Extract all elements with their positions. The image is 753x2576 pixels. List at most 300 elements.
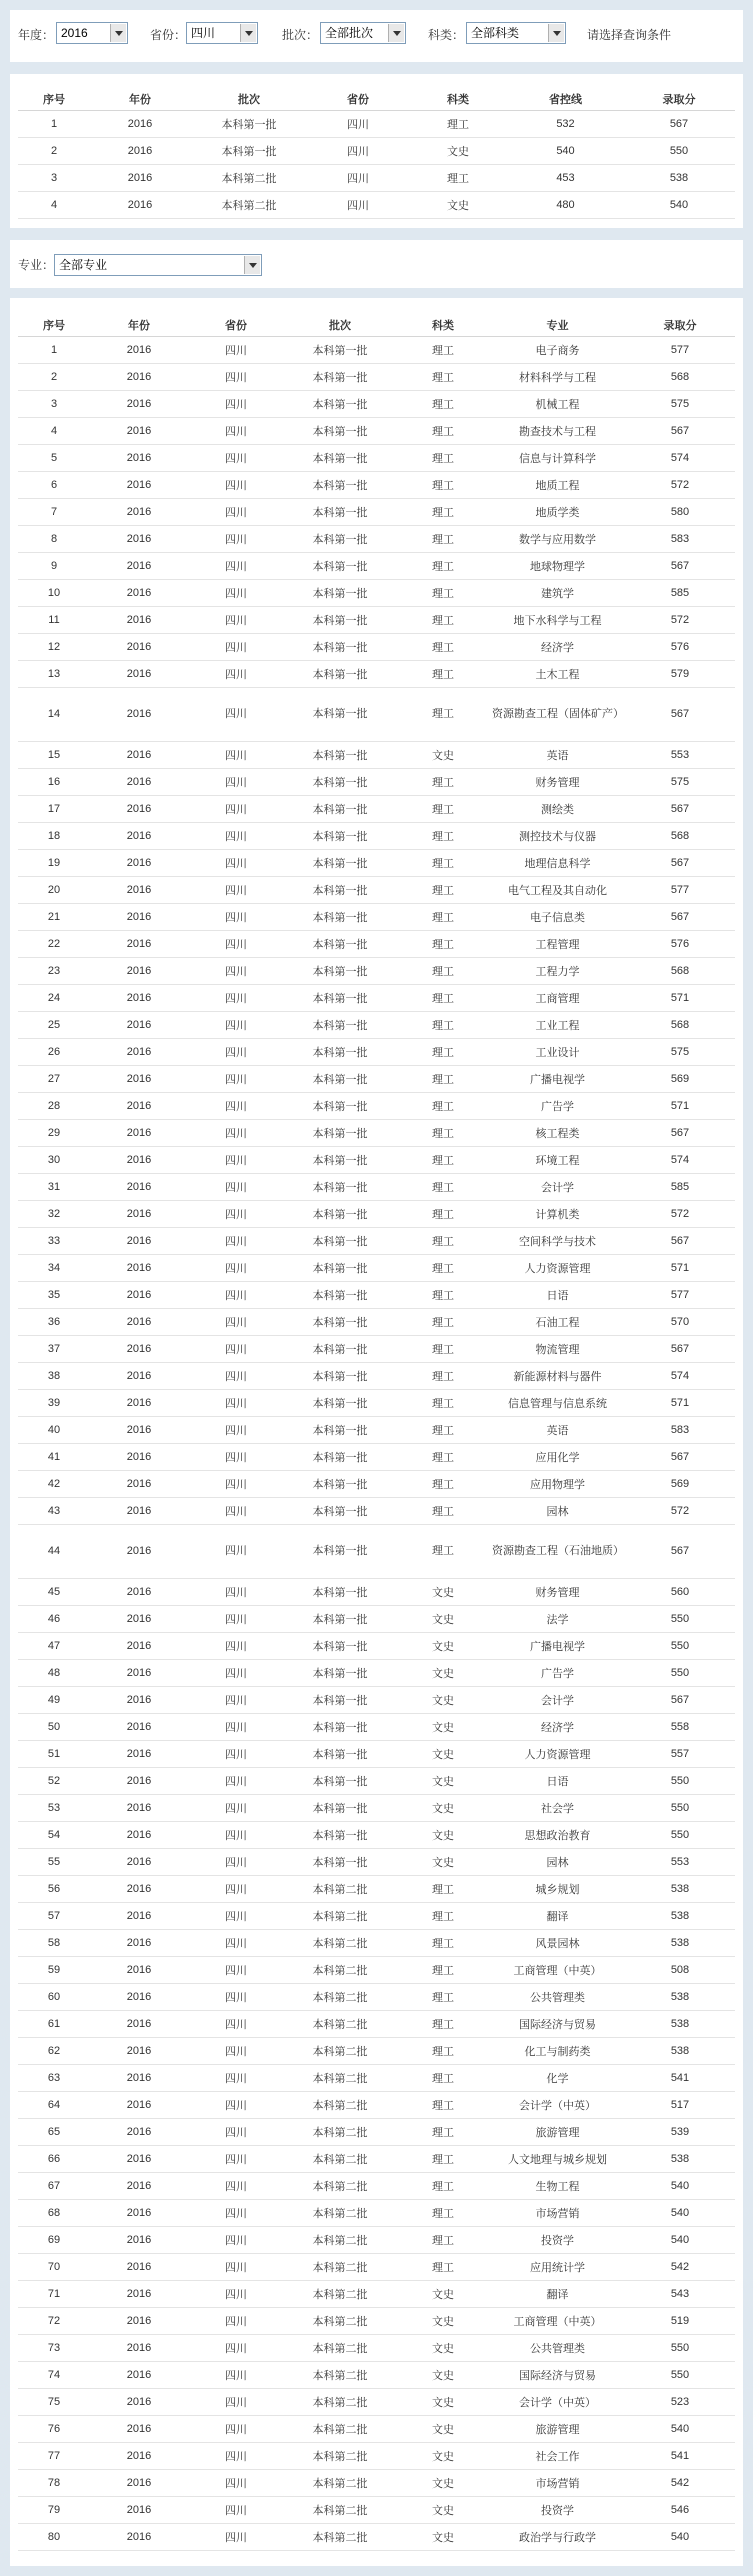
table-cell: 理工 (396, 336, 490, 363)
table-cell: 理工 (396, 1038, 490, 1065)
table-cell: 四川 (188, 2280, 284, 2307)
chevron-down-icon (388, 24, 404, 42)
table-cell: 541 (625, 2064, 735, 2091)
table-cell: 550 (623, 137, 735, 164)
table-cell: 2016 (90, 1335, 188, 1362)
table-cell: 2016 (90, 1848, 188, 1875)
table-cell: 四川 (188, 1659, 284, 1686)
table-cell: 理工 (396, 1875, 490, 1902)
table-cell: 英语 (490, 1416, 625, 1443)
table-cell: 2016 (90, 2064, 188, 2091)
table-cell: 15 (18, 741, 90, 768)
detail-panel (10, 298, 743, 2566)
table-cell: 四川 (188, 417, 284, 444)
table-cell: 理工 (396, 2226, 490, 2253)
table-cell: 2016 (90, 849, 188, 876)
table-row (18, 687, 735, 741)
table-cell: 10 (18, 579, 90, 606)
table-cell: 本科第二批 (284, 2388, 396, 2415)
table-cell: 77 (18, 2442, 90, 2469)
batch-select[interactable] (320, 22, 406, 44)
table-cell: 本科第一批 (284, 525, 396, 552)
table-cell: 568 (625, 822, 735, 849)
table-cell: 29 (18, 1119, 90, 1146)
table-cell: 2016 (90, 2280, 188, 2307)
table-cell: 2016 (90, 768, 188, 795)
table-cell: 文史 (408, 137, 508, 164)
table-cell: 理工 (396, 579, 490, 606)
table-cell: 地球物理学 (490, 552, 625, 579)
table-cell: 本科第一批 (284, 1092, 396, 1119)
table-cell: 546 (625, 2496, 735, 2523)
table-row (18, 1227, 735, 1254)
table-cell: 2016 (90, 110, 190, 137)
table-cell: 本科第一批 (284, 1227, 396, 1254)
table-cell: 72 (18, 2307, 90, 2334)
table-cell: 四川 (188, 1713, 284, 1740)
table-row (18, 822, 735, 849)
table-cell: 四川 (188, 1092, 284, 1119)
table-cell: 空间科学与技术 (490, 1227, 625, 1254)
table-cell: 四川 (188, 2523, 284, 2550)
table-cell: 会计学 (490, 1173, 625, 1200)
table-cell: 本科第一批 (284, 1497, 396, 1524)
table-cell: 本科第二批 (284, 2253, 396, 2280)
table-cell: 电子信息类 (490, 903, 625, 930)
table-cell: 538 (625, 2010, 735, 2037)
table-cell: 材料科学与工程 (490, 363, 625, 390)
table-cell: 2016 (90, 1470, 188, 1497)
table-row (18, 1902, 735, 1929)
province-select[interactable] (186, 22, 258, 44)
table-cell: 理工 (396, 1092, 490, 1119)
table-cell: 本科第一批 (284, 903, 396, 930)
table-cell: 本科第二批 (284, 2010, 396, 2037)
table-cell: 地质学类 (490, 498, 625, 525)
table-cell: 会计学（中英） (490, 2091, 625, 2118)
table-row (18, 1416, 735, 1443)
table-cell: 2016 (90, 903, 188, 930)
table-cell: 76 (18, 2415, 90, 2442)
table-cell: 49 (18, 1686, 90, 1713)
table-row (18, 1875, 735, 1902)
table-cell: 四川 (188, 984, 284, 1011)
table-cell: 585 (625, 1173, 735, 1200)
table-cell: 四川 (188, 1821, 284, 1848)
table-cell: 本科第一批 (284, 984, 396, 1011)
table-cell: 480 (508, 191, 623, 218)
table-row (18, 1335, 735, 1362)
table-cell: 71 (18, 2280, 90, 2307)
table-cell: 理工 (396, 1416, 490, 1443)
table-cell: 国际经济与贸易 (490, 2361, 625, 2388)
table-row (18, 498, 735, 525)
table-cell: 34 (18, 1254, 90, 1281)
table-row (18, 1200, 735, 1227)
table-cell: 理工 (396, 2118, 490, 2145)
table-cell: 2 (18, 137, 90, 164)
table-cell: 理工 (396, 444, 490, 471)
table-cell: 电气工程及其自动化 (490, 876, 625, 903)
table-cell: 文史 (396, 741, 490, 768)
table-cell: 四川 (188, 579, 284, 606)
table-cell: 42 (18, 1470, 90, 1497)
table-cell: 本科第一批 (284, 363, 396, 390)
table-cell: 四川 (308, 164, 408, 191)
major-select-value: 全部专业 (59, 258, 108, 272)
table-cell: 577 (625, 876, 735, 903)
table-cell: 2016 (90, 1200, 188, 1227)
table-cell: 567 (625, 849, 735, 876)
table-cell: 21 (18, 903, 90, 930)
table-cell: 四川 (188, 876, 284, 903)
table-cell: 四川 (188, 2037, 284, 2064)
table-cell: 市场营销 (490, 2199, 625, 2226)
table-cell: 四川 (188, 822, 284, 849)
table-row (18, 1713, 735, 1740)
table-cell: 理工 (396, 930, 490, 957)
table-cell: 本科第一批 (284, 390, 396, 417)
table-cell: 四川 (188, 1011, 284, 1038)
table-cell: 理工 (396, 822, 490, 849)
table-cell: 39 (18, 1389, 90, 1416)
table-cell: 理工 (396, 1956, 490, 1983)
table-cell: 2016 (90, 1740, 188, 1767)
table-cell: 2016 (90, 1389, 188, 1416)
summary-panel (10, 74, 743, 228)
table-cell: 51 (18, 1740, 90, 1767)
table-cell: 法学 (490, 1605, 625, 1632)
table-row (18, 957, 735, 984)
subject-label: 科类： (428, 28, 465, 42)
table-row (18, 795, 735, 822)
table-cell: 75 (18, 2388, 90, 2415)
table-cell: 本科第一批 (284, 741, 396, 768)
table-cell: 2016 (90, 2334, 188, 2361)
table-cell: 四川 (188, 2496, 284, 2523)
table-cell: 理工 (396, 1254, 490, 1281)
table-cell: 文史 (396, 1767, 490, 1794)
table-cell: 22 (18, 930, 90, 957)
table-cell: 6 (18, 471, 90, 498)
table-row (18, 1632, 735, 1659)
table-cell: 本科第二批 (284, 2091, 396, 2118)
table-cell: 四川 (188, 1767, 284, 1794)
table-cell: 37 (18, 1335, 90, 1362)
table-cell: 公共管理类 (490, 2334, 625, 2361)
table-cell: 2016 (90, 1308, 188, 1335)
table-cell: 36 (18, 1308, 90, 1335)
table-cell: 本科第二批 (284, 2334, 396, 2361)
table-cell: 2016 (90, 498, 188, 525)
table-cell: 理工 (396, 2199, 490, 2226)
table-cell: 本科第二批 (284, 2037, 396, 2064)
table-cell: 2016 (90, 1821, 188, 1848)
table-cell: 文史 (396, 1632, 490, 1659)
table-cell: 四川 (188, 2442, 284, 2469)
table-cell: 四川 (188, 2415, 284, 2442)
table-cell: 本科第二批 (284, 1875, 396, 1902)
table-cell: 会计学（中英） (490, 2388, 625, 2415)
table-cell: 538 (625, 1983, 735, 2010)
table-cell: 财务管理 (490, 1578, 625, 1605)
table-cell: 13 (18, 660, 90, 687)
table-cell: 567 (625, 795, 735, 822)
table-cell: 文史 (396, 2280, 490, 2307)
table-cell: 测绘类 (490, 795, 625, 822)
table-row (18, 2118, 735, 2145)
table-row (18, 903, 735, 930)
table-cell: 建筑学 (490, 579, 625, 606)
table-cell: 508 (625, 1956, 735, 1983)
table-cell: 四川 (188, 1956, 284, 1983)
table-cell: 四川 (188, 1929, 284, 1956)
table-cell: 理工 (408, 164, 508, 191)
column-header: 省控线 (508, 88, 623, 110)
table-row (18, 1794, 735, 1821)
table-cell: 本科第一批 (284, 1065, 396, 1092)
table-cell: 2016 (90, 2010, 188, 2037)
table-cell: 资源勘查工程（石油地质） (490, 1524, 625, 1578)
table-cell: 理工 (396, 390, 490, 417)
table-cell: 2016 (90, 1578, 188, 1605)
table-cell: 543 (625, 2280, 735, 2307)
table-cell: 本科第一批 (284, 876, 396, 903)
table-cell: 577 (625, 1281, 735, 1308)
table-cell: 本科第二批 (284, 1983, 396, 2010)
table-cell: 理工 (396, 2253, 490, 2280)
subject-select[interactable] (466, 22, 566, 44)
table-cell: 四川 (188, 930, 284, 957)
table-cell: 测控技术与仪器 (490, 822, 625, 849)
table-cell: 日语 (490, 1281, 625, 1308)
table-cell: 四川 (188, 1632, 284, 1659)
table-cell: 550 (625, 2334, 735, 2361)
table-cell: 40 (18, 1416, 90, 1443)
table-row (18, 1605, 735, 1632)
table-row (18, 2064, 735, 2091)
table-cell: 四川 (188, 2253, 284, 2280)
table-cell: 本科第二批 (284, 2469, 396, 2496)
table-cell: 理工 (396, 606, 490, 633)
table-cell: 本科第二批 (284, 1956, 396, 1983)
table-cell: 工商管理（中英） (490, 1956, 625, 1983)
table-row (18, 2469, 735, 2496)
year-label: 年度： (18, 28, 55, 42)
table-cell: 四川 (188, 2307, 284, 2334)
table-cell: 理工 (396, 1227, 490, 1254)
table-cell: 580 (625, 498, 735, 525)
table-cell: 572 (625, 471, 735, 498)
table-cell: 571 (625, 1092, 735, 1119)
table-header-row (18, 314, 735, 336)
table-cell: 52 (18, 1767, 90, 1794)
table-row (18, 1497, 735, 1524)
table-cell: 5 (18, 444, 90, 471)
table-row (18, 1173, 735, 1200)
table-cell: 理工 (396, 957, 490, 984)
column-header: 科类 (396, 314, 490, 336)
table-cell: 四川 (188, 1686, 284, 1713)
table-cell: 568 (625, 363, 735, 390)
table-cell: 60 (18, 1983, 90, 2010)
table-cell: 旅游管理 (490, 2118, 625, 2145)
table-cell: 四川 (188, 552, 284, 579)
table-cell: 本科第一批 (284, 1011, 396, 1038)
table-cell: 翻译 (490, 1902, 625, 1929)
table-row (18, 768, 735, 795)
table-cell: 540 (625, 2226, 735, 2253)
table-row (18, 2091, 735, 2118)
table-cell: 四川 (188, 957, 284, 984)
table-cell: 四川 (188, 2388, 284, 2415)
table-row (18, 2010, 735, 2037)
major-select[interactable] (54, 254, 262, 276)
table-cell: 四川 (188, 687, 284, 741)
chevron-down-icon (548, 24, 564, 42)
table-cell: 2016 (90, 1227, 188, 1254)
table-cell: 2016 (90, 471, 188, 498)
table-cell: 四川 (188, 2334, 284, 2361)
table-cell: 地下水科学与工程 (490, 606, 625, 633)
table-cell: 理工 (396, 2037, 490, 2064)
table-cell: 54 (18, 1821, 90, 1848)
table-cell: 571 (625, 1389, 735, 1416)
table-cell: 四川 (188, 2145, 284, 2172)
column-header: 批次 (284, 314, 396, 336)
table-cell: 本科第二批 (284, 1902, 396, 1929)
table-cell: 585 (625, 579, 735, 606)
table-cell: 本科第一批 (284, 822, 396, 849)
table-cell: 本科第一批 (284, 1821, 396, 1848)
table-cell: 576 (625, 930, 735, 957)
table-cell: 26 (18, 1038, 90, 1065)
table-cell: 理工 (396, 471, 490, 498)
table-cell: 539 (625, 2118, 735, 2145)
table-cell: 城乡规划 (490, 1875, 625, 1902)
table-cell: 2016 (90, 606, 188, 633)
table-cell: 571 (625, 1254, 735, 1281)
table-cell: 经济学 (490, 633, 625, 660)
table-cell: 540 (625, 2415, 735, 2442)
table-cell: 本科第二批 (284, 2118, 396, 2145)
table-cell: 四川 (188, 1902, 284, 1929)
table-cell: 2016 (90, 741, 188, 768)
table-cell: 2016 (90, 957, 188, 984)
filter-panel (10, 10, 743, 62)
table-cell: 2016 (90, 1146, 188, 1173)
table-cell: 文史 (396, 1659, 490, 1686)
table-cell: 550 (625, 2361, 735, 2388)
table-cell: 本科第一批 (284, 606, 396, 633)
table-cell: 2016 (90, 2307, 188, 2334)
table-cell: 社会工作 (490, 2442, 625, 2469)
table-cell: 550 (625, 1821, 735, 1848)
table-cell: 本科第二批 (190, 164, 308, 191)
table-cell: 四川 (188, 1335, 284, 1362)
table-cell: 广告学 (490, 1659, 625, 1686)
table-cell: 567 (625, 903, 735, 930)
table-cell: 567 (625, 687, 735, 741)
table-cell: 55 (18, 1848, 90, 1875)
table-cell: 园林 (490, 1848, 625, 1875)
table-cell: 23 (18, 957, 90, 984)
table-cell: 11 (18, 606, 90, 633)
table-cell: 文史 (396, 1578, 490, 1605)
table-row (18, 1146, 735, 1173)
table-cell: 569 (625, 1470, 735, 1497)
table-cell: 本科第一批 (284, 1470, 396, 1497)
year-select[interactable] (56, 22, 128, 44)
table-cell: 本科第一批 (284, 1362, 396, 1389)
table-cell: 日语 (490, 1767, 625, 1794)
table-cell: 3 (18, 164, 90, 191)
table-cell: 2016 (90, 876, 188, 903)
table-row (18, 1092, 735, 1119)
table-row (18, 984, 735, 1011)
table-cell: 应用化学 (490, 1443, 625, 1470)
table-cell: 2016 (90, 2361, 188, 2388)
table-cell: 本科第一批 (190, 137, 308, 164)
table-row (18, 1578, 735, 1605)
table-cell: 2016 (90, 2523, 188, 2550)
table-cell: 本科第二批 (284, 2361, 396, 2388)
table-cell: 本科第一批 (284, 1308, 396, 1335)
table-cell: 理工 (396, 849, 490, 876)
table-row (18, 417, 735, 444)
table-cell: 2016 (90, 1794, 188, 1821)
table-cell: 本科第一批 (284, 471, 396, 498)
table-cell: 投资学 (490, 2226, 625, 2253)
table-cell: 四川 (188, 795, 284, 822)
table-cell: 572 (625, 1200, 735, 1227)
table-cell: 2016 (90, 1092, 188, 1119)
table-cell: 四川 (188, 1848, 284, 1875)
table-cell: 四川 (188, 1362, 284, 1389)
table-cell: 79 (18, 2496, 90, 2523)
table-cell: 61 (18, 2010, 90, 2037)
table-cell: 523 (625, 2388, 735, 2415)
table-cell: 风景园林 (490, 1929, 625, 1956)
table-cell: 市场营销 (490, 2469, 625, 2496)
column-header: 专业 (490, 314, 625, 336)
table-cell: 理工 (396, 876, 490, 903)
table-cell: 553 (625, 741, 735, 768)
table-cell: 27 (18, 1065, 90, 1092)
table-cell: 本科第二批 (190, 191, 308, 218)
table-cell: 计算机类 (490, 1200, 625, 1227)
table-cell: 化学 (490, 2064, 625, 2091)
table-cell: 本科第一批 (284, 795, 396, 822)
table-cell: 四川 (188, 1740, 284, 1767)
table-cell: 2016 (90, 1983, 188, 2010)
table-cell: 567 (625, 417, 735, 444)
table-cell: 四川 (188, 633, 284, 660)
table-cell: 经济学 (490, 1713, 625, 1740)
table-cell: 16 (18, 768, 90, 795)
table-cell: 540 (508, 137, 623, 164)
table-cell: 本科第一批 (284, 1632, 396, 1659)
table-cell: 应用物理学 (490, 1470, 625, 1497)
table-cell: 四川 (188, 1497, 284, 1524)
table-cell: 本科第二批 (284, 1929, 396, 1956)
table-cell: 人力资源管理 (490, 1254, 625, 1281)
table-cell: 541 (625, 2442, 735, 2469)
table-cell: 人文地理与城乡规划 (490, 2145, 625, 2172)
table-row (18, 1659, 735, 1686)
table-cell: 旅游管理 (490, 2415, 625, 2442)
table-cell: 4 (18, 417, 90, 444)
